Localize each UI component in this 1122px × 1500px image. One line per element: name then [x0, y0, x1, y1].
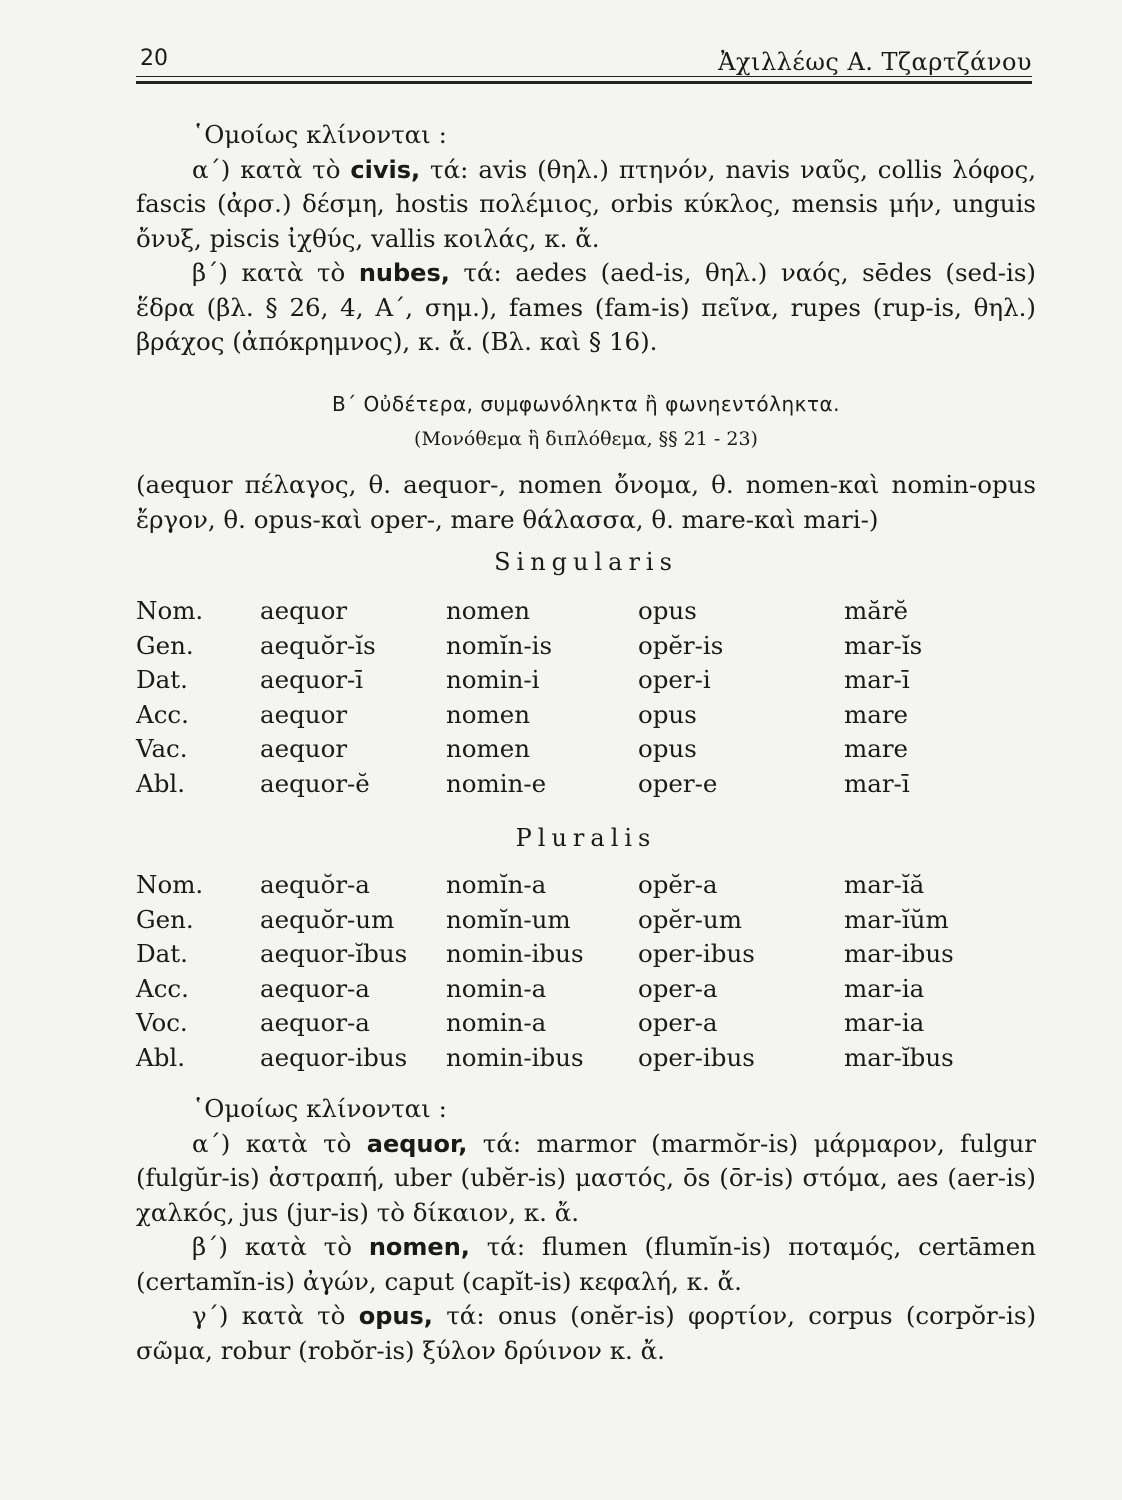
declension-form: aequor-ĕ [260, 768, 370, 798]
declension-form: aequŏr-ĭs [260, 630, 376, 660]
declension-form: opĕr-a [638, 870, 718, 899]
header-rule-thick [136, 81, 1032, 84]
declension-form: nomen [446, 699, 531, 729]
table-row [136, 870, 1034, 905]
table-row [136, 974, 1034, 1009]
declension-form: nomin-a [446, 1008, 547, 1037]
declension-form: nomĭn-um [446, 904, 571, 934]
singularis-table [136, 596, 1034, 803]
declension-form: mar-ī [844, 768, 910, 798]
declension-form: nomen [446, 734, 531, 763]
keyword-nubes: nubes, [358, 259, 450, 287]
page-number: 20 [140, 46, 168, 71]
case-label: Gen. [136, 904, 194, 934]
declension-form: opĕr-um [638, 904, 742, 934]
declension-form: oper-ibus [638, 939, 755, 968]
section-heading: Β΄ Οὐδέτερα, συμφωνόληκτα ἢ φωνηεντόληκτα. [331, 392, 841, 416]
case-label: Voc. [136, 1008, 188, 1037]
keyword-opus: opus, [358, 1302, 433, 1330]
declension-form: opus [638, 596, 697, 625]
case-label: Dat. [136, 939, 188, 968]
declension-form: mar-ibus [844, 939, 954, 968]
case-label: Dat. [136, 665, 188, 694]
declension-form: mar-ĭs [844, 630, 923, 660]
running-title: Ἀχιλλέως Α. Τζαρτζάνου [718, 48, 1032, 76]
pluralis-table [136, 870, 1034, 1077]
similar-heading: ῾Ομοίως κλίνονται : [192, 120, 447, 149]
table-row [136, 905, 1034, 940]
declension-form: opĕr-is [638, 630, 724, 660]
pluralis-title: Pluralis [515, 824, 657, 852]
declension-form: mar-ia [844, 1008, 925, 1037]
paragraph-a-aequor: α΄) κατὰ τὸ aequor, τά: marmor (marmŏr-is) μάρμαρον, fulgur (fulgŭr-is) ἀστραπή, uber (ubĕr-is) μαστός, ōs (ōr-is) στόμα, aes (aer-is) χαλκός, jus (jur-is) τὸ δίκαιον, κ. ἄ. [136, 1128, 1036, 1227]
case-label: Acc. [136, 699, 189, 729]
table-row [136, 631, 1034, 666]
bottom-similar-block [136, 1092, 1036, 1368]
section-subheading: (Μονόθεμα ἢ διπλόθεμα, §§ 21 - 23) [414, 428, 758, 450]
declension-form: aequor-a [260, 973, 370, 1003]
declension-form: aequor [260, 734, 348, 763]
declension-form: oper-a [638, 1008, 718, 1037]
declension-form: nomin-ibus [446, 1042, 584, 1072]
header-rule [136, 76, 1032, 77]
keyword-civis: civis, [350, 155, 421, 184]
declension-form: nomin-i [446, 665, 540, 694]
stems-intro: (aequor πέλαγος, θ. aequor-, nomen ὄνομα, θ. nomen-καὶ nomin-opus ἔργον, θ. opus-καὶ oper-, mare θάλασσα, θ. mare-καὶ mari-) [136, 470, 1036, 534]
declension-form: nomin-e [446, 768, 547, 798]
table-row [136, 700, 1034, 735]
declension-form: aequŏr-a [260, 870, 370, 899]
declension-form: mar-ĭă [844, 870, 925, 899]
table-row [136, 769, 1034, 804]
declension-form: oper-i [638, 665, 711, 694]
paragraph-a-civis: α΄) κατὰ τὸ civis, τά: avis (θηλ.) πτηνόν, navis ναῦς, collis λόφος, fascis (ἀρσ.) δέσμη, hostis πολέμιος, orbis κύκλος, mensis μήν, unguis ὄνυξ, piscis ἰχθύς, vallis κοιλάς, κ. ἄ. [136, 154, 1036, 253]
table-row [136, 1008, 1034, 1043]
table-row [136, 596, 1034, 631]
declension-form: aequor-ibus [260, 1042, 408, 1072]
case-label: Nom. [136, 870, 204, 899]
declension-form: mar-ia [844, 973, 925, 1003]
table-row [136, 665, 1034, 700]
paragraph-c-opus: γ΄) κατὰ τὸ opus, τά: onus (onĕr-is) φορτίον, corpus (corpŏr-is) σῶμα, robur (robŏr-is) ξύλον δρύινον κ. ἄ. [136, 1301, 1036, 1365]
paragraph-b-nomen: β΄) κατὰ τὸ nomen, τά: flumen (flumĭn-is) ποταμός, certāmen (certamĭn-is) ἀγών, caput (capĭt-is) κεφαλή, κ. ἄ. [136, 1232, 1036, 1296]
declension-form: oper-ibus [638, 1042, 755, 1072]
declension-form: nomin-a [446, 973, 547, 1003]
case-label: Nom. [136, 596, 204, 625]
declension-form: oper-a [638, 973, 718, 1003]
declension-form: nomĭn-a [446, 870, 547, 899]
declension-form: mar-ĭŭm [844, 904, 949, 934]
singularis-title: Singularis [494, 548, 678, 576]
declension-form: opus [638, 699, 697, 729]
declension-form: nomĭn-is [446, 630, 553, 660]
similar-heading-2: ῾Ομοίως κλίνονται : [192, 1094, 447, 1123]
paragraph-b-nubes: β΄) κατὰ τὸ nubes, τά: aedes (aed-is, θηλ.) ναός, sēdes (sed-is) ἕδρα (βλ. § 26, 4, Α΄, σημ.), fames (fam-is) πεῖνα, rupes (rup-is, θηλ.) βράχος (ἀπόκρημνος), κ. ἄ. (Βλ. καὶ § 16). [136, 258, 1036, 356]
table-row [136, 1043, 1034, 1078]
declension-form: aequŏr-um [260, 904, 395, 934]
declension-form: aequor-ī [260, 665, 364, 694]
case-label: Acc. [136, 973, 189, 1003]
page-header [136, 40, 1032, 92]
declension-form: oper-e [638, 768, 718, 798]
keyword-nomen: nomen, [368, 1233, 470, 1261]
keyword-aequor: aequor, [366, 1129, 468, 1158]
declension-form: aequor [260, 596, 348, 625]
declension-form: aequor-a [260, 1008, 370, 1037]
declension-form: aequor [260, 699, 348, 729]
table-row [136, 734, 1034, 769]
declension-form: opus [638, 734, 697, 763]
case-label: Abl. [136, 768, 185, 798]
case-label: Abl. [136, 1042, 185, 1072]
declension-form: nomin-ibus [446, 939, 584, 968]
declension-form: nomen [446, 596, 531, 625]
declension-form: aequor-ĭbus [260, 939, 408, 968]
declension-form: mar-ī [844, 665, 910, 694]
case-label: Gen. [136, 630, 194, 660]
table-row [136, 939, 1034, 974]
case-label: Vac. [136, 734, 188, 763]
declension-form: mar-ĭbus [844, 1042, 954, 1072]
section-intro [136, 468, 1036, 537]
top-similar-block [136, 118, 1036, 360]
declension-form: mare [844, 734, 909, 763]
declension-form: mărĕ [844, 596, 909, 625]
declension-form: mare [844, 699, 909, 729]
